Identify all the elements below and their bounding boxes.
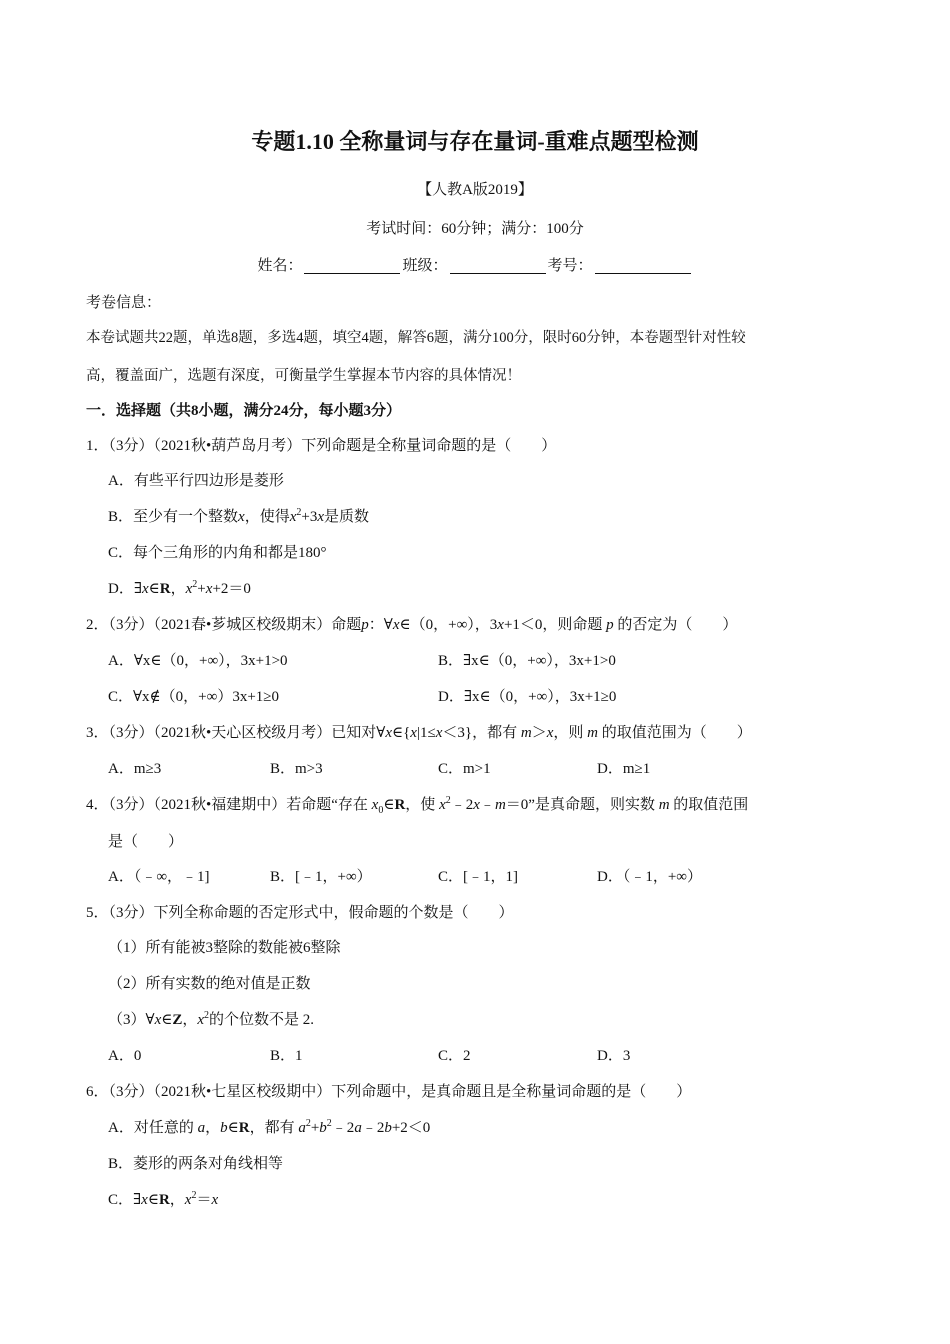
q2-option-c: C．∀x∉（0，+∞）3x+1≥0 [108, 689, 280, 705]
q3-option-b: B．m>3 [270, 761, 323, 777]
number-label: 考号： [547, 258, 593, 274]
q2-option-d: D．∃x∈（0，+∞），3x+1≥0 [438, 689, 617, 705]
q3-option-c: C．m>1 [438, 761, 491, 777]
q5-option-b: B．1 [270, 1048, 303, 1064]
q5-stem: 5．（3分）下列全称命题的否定形式中，假命题的个数是（ ） [86, 905, 514, 921]
q6-option-b: B．菱形的两条对角线相等 [108, 1156, 284, 1172]
name-blank [304, 257, 400, 274]
q1-option-a: A．有些平行四边形是菱形 [108, 473, 284, 489]
q6-option-a: A．对任意的 a，b∈R，都有 $a^2+b^2﹣2a﹣2b+2<0$ [108, 1118, 431, 1136]
q4-stem: 4．（3分）（2021秋•福建期中）若命题“存在 $x_0\in R$，使 $x^2﹣2x﹣m=0$”是真命题，则实数 m 的取值范围 [86, 795, 749, 816]
q2-stem: 2．（3分）（2021春•芗城区校级期末）命题p：∀x∈（0，+∞），3x+1＜0，则命题 p 的否定为（ ） [86, 617, 738, 633]
section-heading: 一．选择题（共8小题，满分24分，每小题3分） [86, 403, 402, 419]
notes-line-1: 本卷试题共22题，单选8题，多选4题，填空4题，解答6题，满分100分，限时60分钟，本卷题型针对性较 [86, 330, 746, 346]
q6-stem: 6．（3分）（2021秋•七星区校级期中）下列命题中，是真命题且是全称量词命题的是（ ） [86, 1084, 692, 1100]
q5-option-d: D．3 [597, 1048, 631, 1064]
q5-option-a: A．0 [108, 1048, 142, 1064]
q3-stem: 3．（3分）（2021秋•天心区校级月考）已知对∀x∈{x|1≤x＜3}，都有 m＞x，则 m 的取值范围为（ ） [86, 725, 752, 741]
q4-option-d: D．（﹣1，+∞） [597, 869, 702, 885]
notes-line-2: 高，覆盖面广，选题有深度，可衡量学生掌握本节内容的具体情况！ [86, 368, 521, 384]
q1-option-b: B．至少有一个整数x，使得$x^2+3x$是质数 [108, 507, 370, 525]
q5-option-c: C．2 [438, 1048, 471, 1064]
q2-option-a: A．∀x∈（0，+∞），3x+1>0 [108, 653, 288, 669]
q2-option-b: B．∃x∈（0，+∞），3x+1>0 [438, 653, 616, 669]
q4-option-c: C．[﹣1，1] [438, 869, 518, 885]
number-blank [595, 257, 691, 274]
q3-option-a: A．m≥3 [108, 761, 162, 777]
q5-statement-3: （3）∀x∈Z，$x^2$的个位数不是 2. [108, 1010, 315, 1028]
student-info-row [0, 256, 950, 276]
q4-option-b: B．[﹣1，+∞） [270, 869, 372, 885]
name-label: 姓名： [257, 258, 303, 274]
edition: 【人教A版2019】 [417, 182, 533, 198]
q4-stem-cont: 是（ ） [108, 834, 184, 850]
q4-option-a: A．（﹣∞，﹣1] [108, 869, 210, 885]
q1-option-c: C．每个三角形的内角和都是180° [108, 545, 327, 561]
notes-label: 考卷信息： [86, 295, 162, 311]
exam-info: 考试时间：60分钟；满分：100分 [366, 221, 584, 237]
class-label: 班级： [402, 258, 448, 274]
q1-stem: 1．（3分）（2021秋•葫芦岛月考）下列命题是全称量词命题的是（ ） [86, 438, 557, 454]
page-title: 专题1.10 全称量词与存在量词-重难点题型检测 [251, 129, 699, 154]
q5-statement-1: （1）所有能被3整除的数能被6整除 [108, 940, 341, 956]
class-blank [450, 257, 546, 274]
q3-option-d: D．m≥1 [597, 761, 651, 777]
q6-option-c: C．∃x∈R，$x^2=x$ [108, 1190, 219, 1208]
q5-statement-2: （2）所有实数的绝对值是正数 [108, 976, 311, 992]
q1-option-d: D．∃x∈R，$x^2+x+2=0$ [108, 579, 251, 597]
